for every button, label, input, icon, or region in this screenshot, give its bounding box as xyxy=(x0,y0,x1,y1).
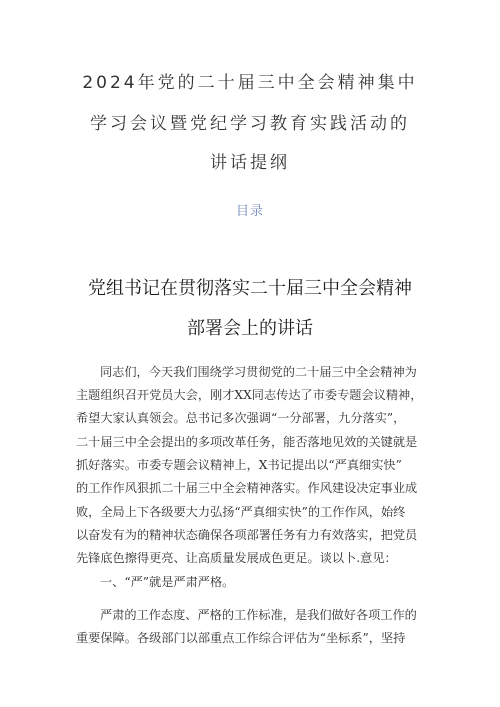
speech-title-line-2: 部署会上的讲话 xyxy=(187,318,313,339)
paragraph-line: 主题组织召开党员大会，刚才XX同志传达了市委专题会议精神， xyxy=(76,388,423,402)
paragraph-line: 希望大家认真领会。总书记多次强调“一分部署，九分落实”， xyxy=(76,411,406,425)
section-heading: 一、“严”就是严肃严格。 xyxy=(100,575,235,589)
paragraph-line: 严肃的工作态度、严格的工作标准，是我们做好各项工作的 xyxy=(100,608,417,622)
document-title-line-3: 讲话提纲 xyxy=(210,153,290,173)
paragraph-line: 以奋发有为的精神状态确保各项部署任务有力有效落实，把党员 xyxy=(76,528,418,542)
paragraph-line: 的工作作风狠抓二十届三中全会精神落实。作风建设决定事业成 xyxy=(76,481,418,495)
paragraph-line: 先锋底色擦得更亮、让高质量发展成色更足。谈以卜.意见： xyxy=(76,551,397,565)
paragraph-line: 二十届三中全会提出的多项改革任务，能否落地见效的关键就是 xyxy=(76,435,418,449)
paragraph-line: 抓好落实。市委专题会议精神上，X书记提出以“严真细实快” xyxy=(76,458,402,472)
paragraph-line: 同志们，今天我们围绕学习贯彻党的二十届三中全会精神为 xyxy=(100,365,417,379)
speech-title-line-1: 党组书记在贯彻落实二十届三中全会精神 xyxy=(88,278,412,299)
table-of-contents-label: 目录 xyxy=(235,204,264,219)
document-title-line-1: 2024年党的二十届三中全会精神集中 xyxy=(82,73,418,93)
paragraph-line: 重要保障。各级部门以部重点工作综合评估为“坐标系”，坚持 xyxy=(76,631,406,645)
paragraph-line: 败，全局上下各级要大力弘扬“严真细实快”的工作作风，始终 xyxy=(76,505,406,519)
document-title-line-2: 学习会议暨党纪学习教育实践活动的 xyxy=(90,114,410,134)
